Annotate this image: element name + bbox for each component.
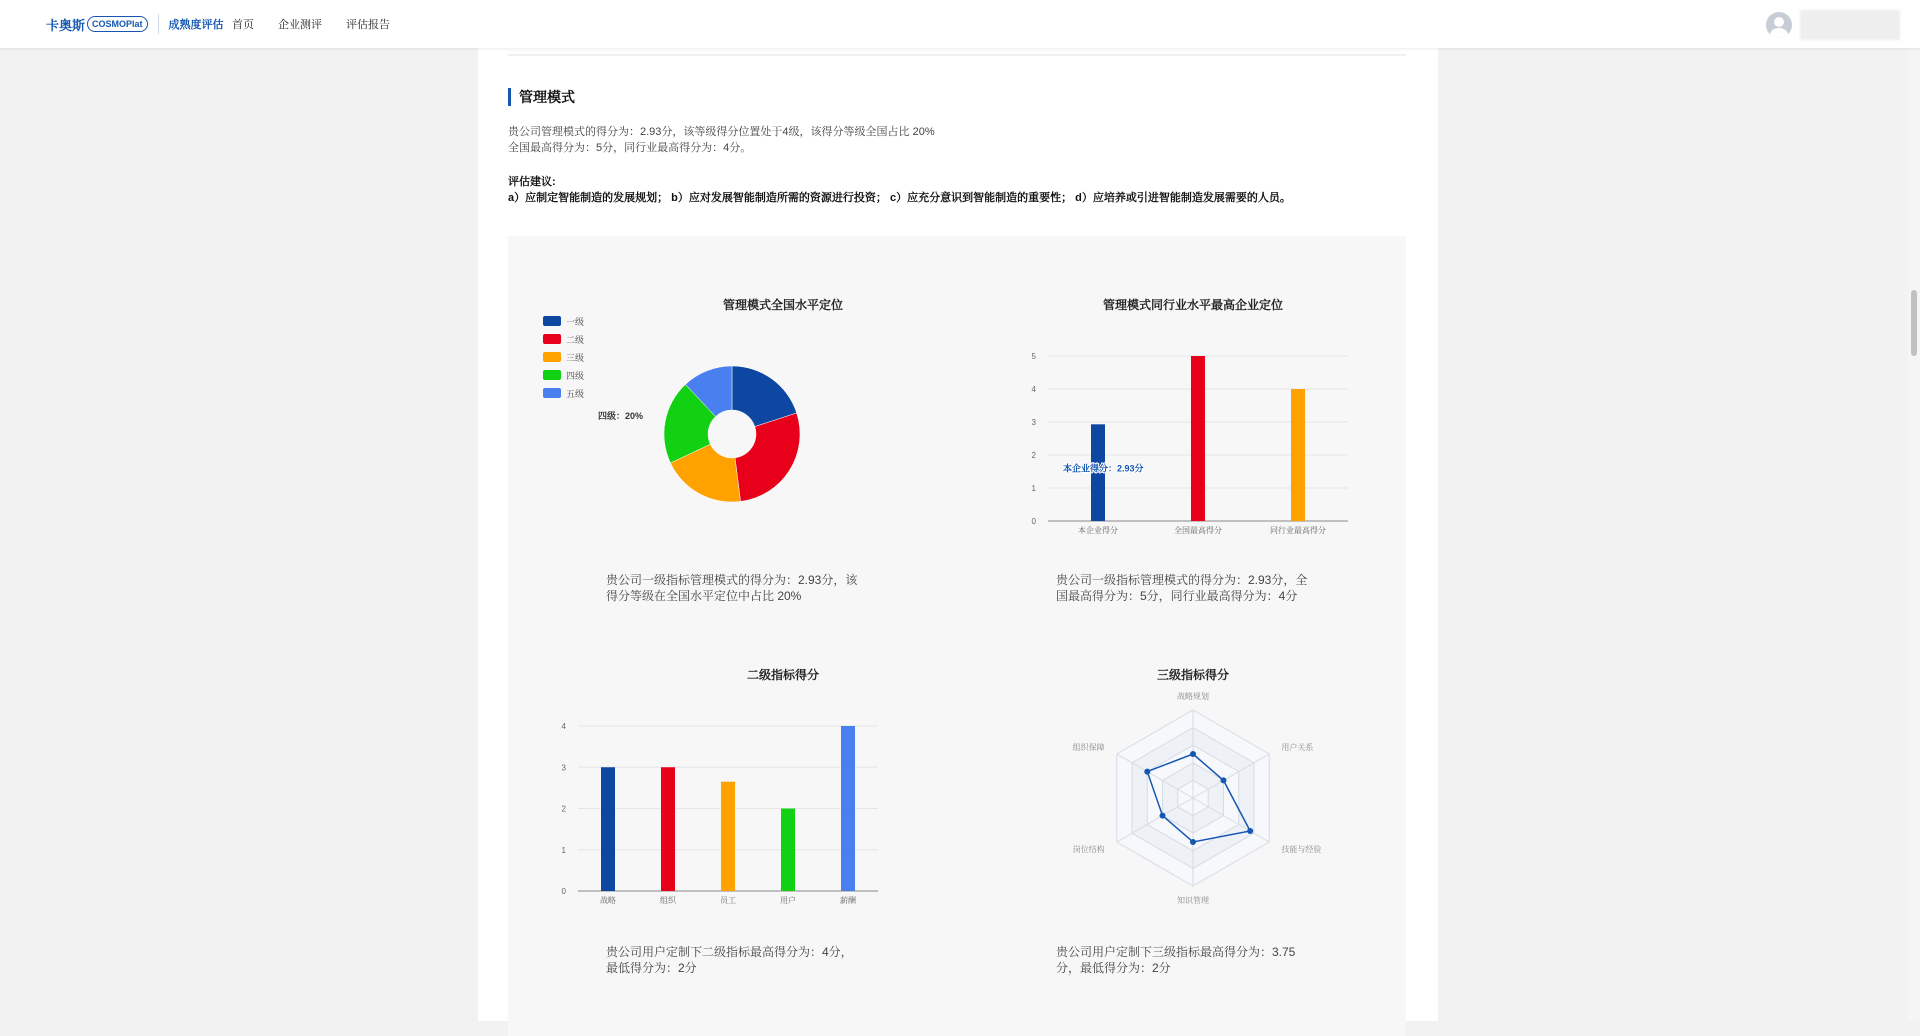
radar-indicator-技能与经验: 技能与经验 <box>1281 845 1322 854</box>
advice-title: 评估建议: <box>508 176 556 188</box>
bar1-description <box>1056 572 1307 604</box>
bar-组织 <box>661 767 675 891</box>
summary-line-1: 贵公司管理模式的得分为：2.93分，该等级得分位置处于4级，该得分等级全国占比 20% <box>508 126 935 138</box>
radar-point-组织保障 <box>1144 769 1150 775</box>
y-tick-label-1: 1 <box>561 845 566 855</box>
legend-swatch-1 <box>543 316 561 326</box>
app-subtitle: 成熟度评估 <box>168 19 224 31</box>
radar-indicator-岗位结构: 岗位结构 <box>1072 845 1105 854</box>
bar1-desc-line-2: 国最高得分为：5分，同行业最高得分为：4分 <box>1056 589 1298 603</box>
pie-description <box>606 572 857 604</box>
pie-chart-title: 管理模式全国水平定位 <box>722 298 843 312</box>
legend-label-4: 四级 <box>566 371 585 381</box>
legend-label-5: 五级 <box>566 389 585 399</box>
user-menu[interactable] <box>1766 10 1900 40</box>
radar-point-战略规划 <box>1190 751 1196 757</box>
y-tick-label-4: 4 <box>1031 385 1036 394</box>
nav-item-home[interactable]: 首页 <box>232 19 254 31</box>
legend-swatch-3 <box>543 352 561 362</box>
bar2-description <box>606 944 853 976</box>
pie-desc-line-1: 贵公司一级指标管理模式的得分为：2.93分，该 <box>606 573 858 587</box>
advice-text: a）应制定智能制造的发展规划； b）应对发展智能制造所需的资源进行投资； c）应充分意识到智能制造的重要性； d）应培养或引进智能制造发展需要的人员。 <box>508 192 1291 204</box>
y-tick-label-3: 3 <box>561 763 566 773</box>
logo-divider <box>158 14 159 34</box>
x-tick-label-同行业最高得分: 同行业最高得分 <box>1270 526 1326 535</box>
bar1-desc-line-1: 贵公司一级指标管理模式的得分为：2.93分，全 <box>1056 573 1308 587</box>
legend-label-3: 三级 <box>566 353 585 363</box>
bar2-desc-line-1: 贵公司用户定制下二级指标最高得分为：4分， <box>606 945 853 959</box>
legend-label-2: 二级 <box>566 335 585 345</box>
y-tick-label-3: 3 <box>1031 418 1036 427</box>
radar-desc-line-2: 分，最低得分为：2分 <box>1056 961 1171 975</box>
top-navigation-bar <box>0 0 1920 48</box>
radar-indicator-知识管理: 知识管理 <box>1177 896 1209 905</box>
radar-indicator-战略规划: 战略规划 <box>1177 692 1209 701</box>
radar-point-岗位结构 <box>1160 813 1166 819</box>
x-tick-label-员工: 员工 <box>720 896 736 905</box>
bar-用户 <box>781 809 795 892</box>
bar2-desc-line-2: 最低得分为：2分 <box>606 961 697 975</box>
y-tick-label-2: 2 <box>1031 451 1036 460</box>
legend-swatch-5 <box>543 388 561 398</box>
bar-同行业最高得分 <box>1291 389 1305 521</box>
radar-chart-title: 三级指标得分 <box>1156 668 1229 682</box>
divider <box>508 54 1406 56</box>
pie-slice-二级 <box>735 413 800 501</box>
bar1-chart-title: 管理模式同行业水平最高企业定位 <box>1102 298 1283 312</box>
radar-indicator-用户关系: 用户关系 <box>1281 743 1314 752</box>
x-tick-label-薪酬: 薪酬 <box>840 896 856 905</box>
radar-point-知识管理 <box>1190 839 1196 845</box>
radar-point-技能与经验 <box>1247 828 1253 834</box>
bar2-chart-title: 二级指标得分 <box>746 668 819 682</box>
radar-desc-line-1: 贵公司用户定制下三级指标最高得分为：3.75 <box>1056 945 1296 959</box>
x-tick-label-战略: 战略 <box>600 896 616 905</box>
user-name-blurred[interactable] <box>1800 10 1900 40</box>
avatar[interactable] <box>1766 12 1792 38</box>
summary-line-2: 全国最高得分为：5分，同行业最高得分为：4分。 <box>508 142 752 154</box>
x-tick-label-本企业得分: 本企业得分 <box>1078 526 1118 535</box>
pie-chart <box>538 306 918 516</box>
bar-员工 <box>721 782 735 891</box>
radar-indicator-组织保障: 组织保障 <box>1072 743 1105 752</box>
x-tick-label-组织: 组织 <box>660 896 676 905</box>
brand-en: COSMOPlat <box>87 16 148 32</box>
bar-全国最高得分 <box>1191 356 1205 521</box>
bar2-chart <box>548 706 908 906</box>
bar1-data-label: 本企业得分：2.93分 <box>1063 463 1144 474</box>
logo[interactable] <box>46 14 224 34</box>
y-tick-label-2: 2 <box>561 804 566 814</box>
advice-block <box>508 174 1291 206</box>
pie-callout: 四级：20% <box>598 411 644 421</box>
nav-item-report[interactable]: 评估报告 <box>346 19 390 31</box>
pie-desc-line-2: 得分等级在全国水平定位中占比 20% <box>606 589 802 603</box>
radar-chart <box>1023 681 1363 916</box>
scrollbar-thumb[interactable] <box>1911 290 1917 356</box>
brand-name: 卡奥斯 <box>46 17 86 33</box>
bar1-chart <box>1008 336 1398 536</box>
y-tick-label-5: 5 <box>1031 352 1036 361</box>
section-title: 管理模式 <box>508 88 575 106</box>
bar-战略 <box>601 767 615 891</box>
y-tick-label-4: 4 <box>561 722 566 731</box>
x-tick-label-全国最高得分: 全国最高得分 <box>1174 526 1222 535</box>
legend-swatch-2 <box>543 334 561 344</box>
main-nav <box>232 16 390 32</box>
x-tick-label-用户: 用户 <box>780 896 796 905</box>
y-tick-label-0: 0 <box>1031 517 1036 526</box>
nav-item-assessment[interactable]: 企业测评 <box>278 19 322 31</box>
radar-point-用户关系 <box>1220 777 1226 783</box>
radar-description <box>1056 944 1295 976</box>
legend-swatch-4 <box>543 370 561 380</box>
section-summary <box>508 124 935 156</box>
y-tick-label-1: 1 <box>1031 484 1036 493</box>
charts-panel <box>508 236 1406 1036</box>
report-content <box>478 48 1438 1021</box>
page-scrollbar[interactable] <box>1908 48 1920 1021</box>
legend-label-1: 一级 <box>566 317 585 327</box>
y-tick-label-0: 0 <box>561 887 566 896</box>
bar-薪酬 <box>841 726 855 891</box>
